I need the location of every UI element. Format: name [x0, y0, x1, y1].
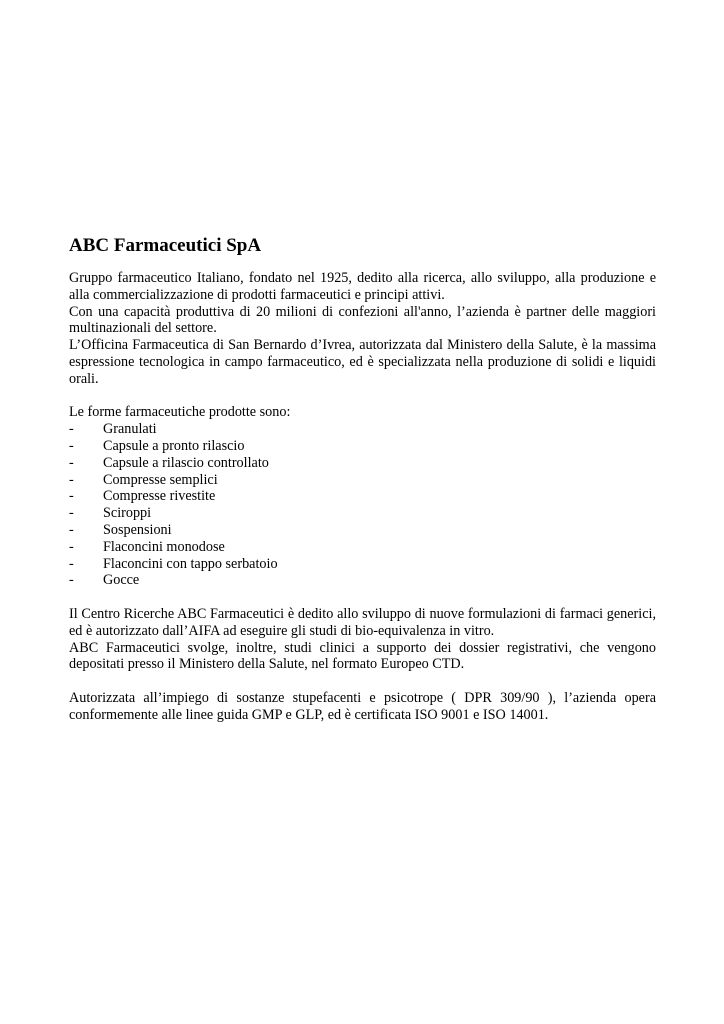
- list-marker: -: [69, 505, 74, 522]
- list-item-label: Granulati: [103, 421, 157, 438]
- list-marker: -: [69, 538, 74, 555]
- list-item: [69, 421, 656, 438]
- list-marker: -: [69, 555, 74, 572]
- paragraph-spacer: [69, 673, 656, 690]
- list-marker: -: [69, 421, 74, 438]
- paragraph-spacer: [69, 589, 656, 606]
- forms-heading: Le forme farmaceutiche prodotte sono:: [69, 404, 291, 421]
- list-item: [69, 556, 656, 573]
- list-marker: -: [69, 572, 74, 589]
- list-marker: -: [69, 454, 74, 471]
- list-item: [69, 438, 656, 455]
- list-item-label: Capsule a rilascio controllato: [103, 454, 269, 471]
- list-item-label: Compresse rivestite: [103, 488, 216, 505]
- list-marker: -: [69, 437, 74, 454]
- list-item: [69, 488, 656, 505]
- research-paragraph: ABC Farmaceutici svolge, inoltre, studi clinici a supporto dei dossier registrativi, che vengono depositati presso il Ministero della Salute, nel formato Europeo CTD.: [69, 639, 656, 673]
- list-item: [69, 455, 656, 472]
- list-item: [69, 505, 656, 522]
- list-marker: -: [69, 488, 74, 505]
- list-item: [69, 572, 656, 589]
- list-item-label: Compresse semplici: [103, 471, 218, 488]
- paragraph-spacer: [69, 388, 656, 405]
- intro-paragraph: L’Officina Farmaceutica di San Bernardo d’Ivrea, autorizzata dal Ministero della Salute, è la massima espressione tecnologica in campo farmaceutico, ed è specializzata nella produzione di solidi e liquidi orali.: [69, 337, 656, 387]
- document-page: [69, 234, 656, 724]
- closing-paragraph: Autorizzata all’impiego di sostanze stupefacenti e psicotrope ( DPR 309/90 ), l’azienda opera conformemente alle linee guida GMP e GLP, ed è certificata ISO 9001 e ISO 14001.: [69, 689, 656, 723]
- list-item: [69, 539, 656, 556]
- list-item-label: Sospensioni: [103, 521, 172, 538]
- list-item-label: Gocce: [103, 572, 140, 589]
- intro-paragraph: Con una capacità produttiva di 20 milioni di confezioni all'anno, l’azienda è partner delle maggiori multinazionali del settore.: [69, 303, 656, 337]
- list-item-label: Flaconcini monodose: [103, 538, 225, 555]
- research-paragraph: Il Centro Ricerche ABC Farmaceutici è dedito allo sviluppo di nuove formulazioni di farmaci generici, ed è autorizzato dall’AIFA ad eseguire gli studi di bio-equivalenza in vitro.: [69, 605, 656, 639]
- list-item: [69, 472, 656, 489]
- list-item-label: Capsule a pronto rilascio: [103, 437, 245, 454]
- intro-paragraph: Gruppo farmaceutico Italiano, fondato nel 1925, dedito alla ricerca, allo sviluppo, alla produzione e alla commercializzazione di prodotti farmaceutici e principi attivi.: [69, 270, 656, 303]
- list-item: [69, 522, 656, 539]
- forms-list: [69, 421, 656, 589]
- list-item-label: Sciroppi: [103, 505, 152, 522]
- list-marker: -: [69, 521, 74, 538]
- document-title: ABC Farmaceutici SpA: [69, 235, 262, 256]
- list-marker: -: [69, 471, 74, 488]
- list-item-label: Flaconcini con tappo serbatoio: [103, 555, 278, 572]
